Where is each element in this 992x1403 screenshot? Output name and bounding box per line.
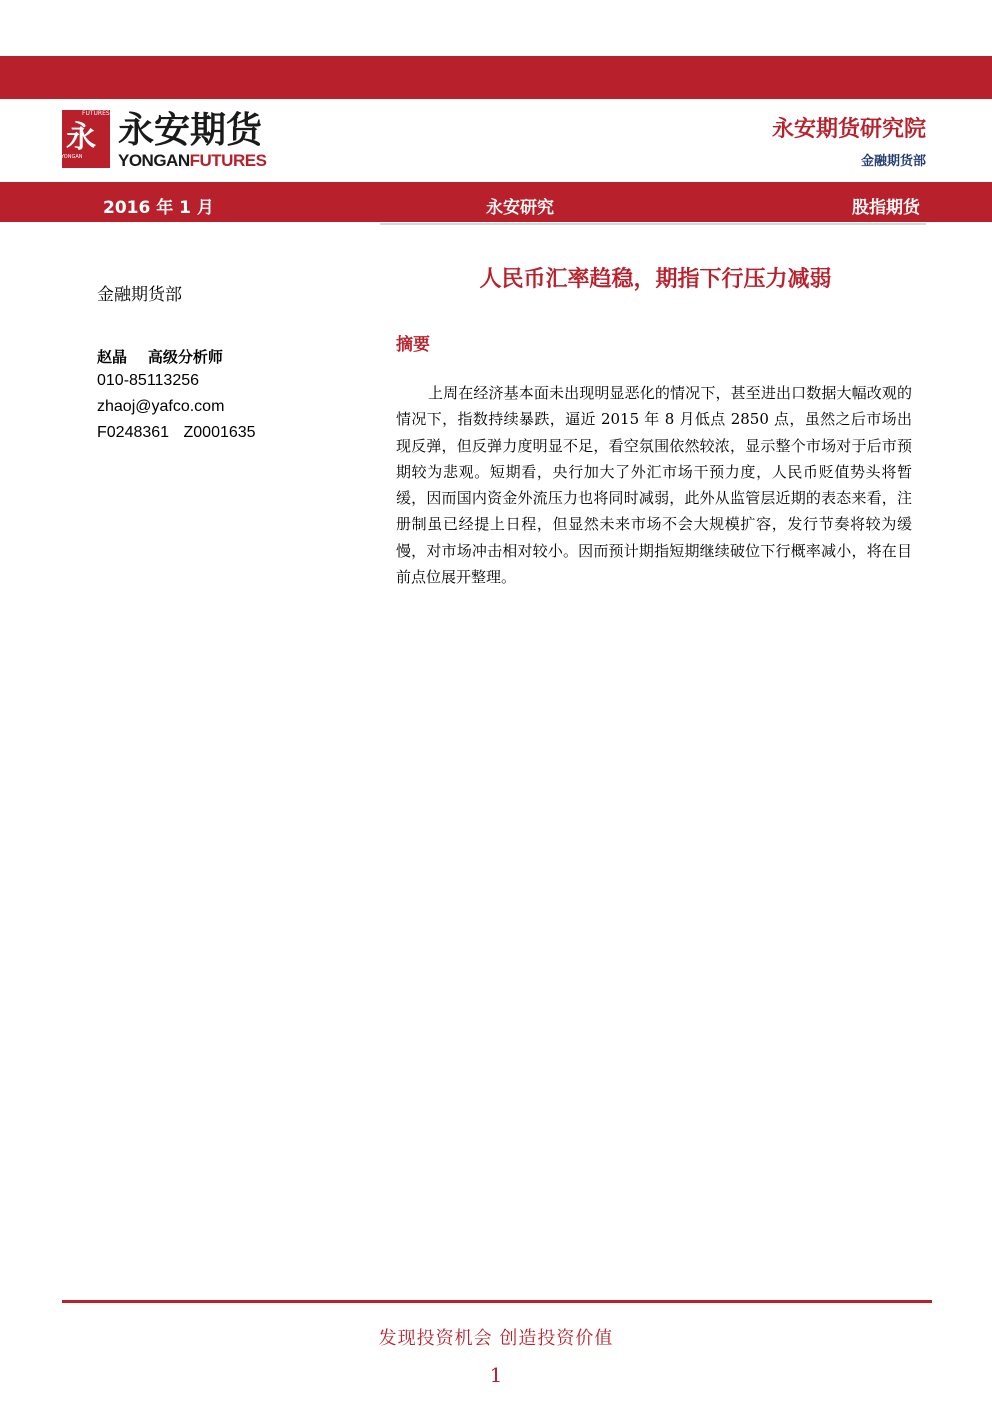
report-series: 永安研究 (486, 198, 554, 218)
logo-mark-glyph: 永 (66, 120, 96, 155)
institute-name: 永安期货研究院 (771, 117, 926, 142)
logo-english-name (118, 152, 266, 170)
footer-slogan: 发现投资机会 创造投资价值 (378, 1328, 614, 1349)
logo-mark (62, 110, 110, 168)
company-logo (62, 110, 292, 170)
analyst-licenses: F0248361 Z0001635 (97, 424, 256, 441)
page-number: 1 (489, 1363, 503, 1387)
report-category: 股指期货 (852, 198, 920, 218)
logo-chinese-name: 永安期货 (118, 110, 263, 151)
logo-mark-side-text: YONGAN (61, 154, 83, 160)
report-date: 2016 年 1 月 (103, 198, 214, 218)
logo-english-prefix: YONGAN (118, 151, 190, 170)
logo-mark-top-text: FUTURES (82, 110, 110, 117)
abstract-body: 上周在经济基本面未出现明显恶化的情况下，甚至进出口数据大幅改观的情况下，指数持续暴跌，逼近 2015 年 8 月低点 2850 点，虽然之后市场出现反弹，但反弹力度明显不足，看空氛围依然较浓，显示整个市场对于后市预期较为悲观。短期看，央行加大了外汇市场干预力度，人民币贬值势头将暂缓，因而国内资金外流压力也将同时减弱，此外从监管层近期的表态来看，注册制虽已经提上日程，但显然未来市场不会大规模扩容，发行节奏将较为缓慢，对市场冲击相对较小。因而预计期指短期继续破位下行概率减小，将在目前点位展开整理。 (396, 384, 912, 587)
top-red-band (0, 56, 992, 99)
analyst-email: zhaoj@yafco.com (97, 398, 225, 415)
logo-english-suffix: FUTURES (189, 151, 267, 170)
footer-divider (62, 1300, 932, 1303)
abstract-heading: 摘要 (396, 335, 430, 355)
analyst-phone: 010-85113256 (97, 372, 200, 389)
report-title: 人民币汇率趋稳，期指下行压力减弱 (479, 266, 832, 292)
sidebar-department: 金融期货部 (97, 285, 182, 305)
band-divider (380, 223, 926, 225)
analyst-name: 赵晶 高级分析师 (97, 348, 223, 366)
header-department: 金融期货部 (860, 154, 926, 169)
